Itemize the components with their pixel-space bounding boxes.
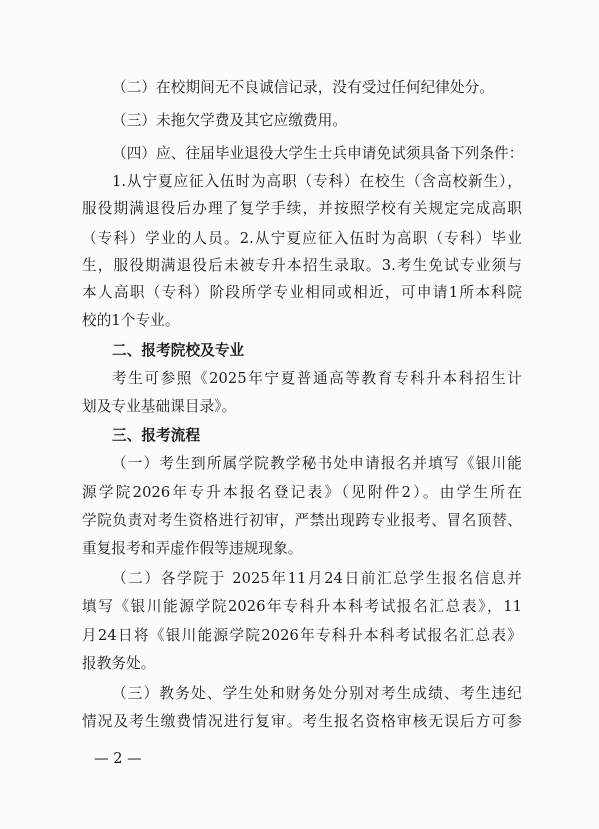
paragraph-line: 划及专业基础课目录》。 — [82, 398, 237, 415]
paragraph-line: 生，服役期满退役后未被专升本招生录取。3.考生免试专业须与 — [82, 257, 522, 274]
paragraph-line: （三）教务处、学生处和财务处分别对考生成绩、考生违纪 — [112, 685, 522, 702]
paragraph-line: 源学院2026年专升本报名登记表》（见附件2）。由学生所在 — [82, 484, 522, 501]
paragraph-line: 月24日将《银川能源学院2026年专科升本科考试报名汇总表》 — [82, 627, 522, 644]
paragraph-line: （三）未拖欠学费及其它应缴费用。 — [112, 112, 348, 129]
paragraph-line: 校的1个专业。 — [82, 312, 180, 329]
paragraph-line: （四）应、往届毕业退役大学生士兵申请免试须具备下列条件： — [112, 145, 524, 162]
paragraph-line: 重复报考和弄虚作假等违规现象。 — [82, 540, 303, 557]
paragraph-line: （二）各学院于 2025年11月24日前汇总学生报名信息并 — [112, 570, 522, 587]
page-number: — 2 — — [94, 750, 142, 767]
paragraph-line: 学院负责对考生资格进行初审，严禁出现跨专业报考、冒名顶替、 — [82, 512, 522, 529]
paragraph-line: 情况及考生缴费情况进行复审。考生报名资格审核无误后方可参 — [82, 713, 522, 730]
paragraph-line: 服役期满退役后办理了复学手续，并按照学校有关规定完成高职 — [82, 200, 522, 217]
paragraph-line: 填写《银川能源学院2026年专科升本科考试报名汇总表》，11 — [82, 598, 522, 615]
paragraph-line: （一）考生到所属学院教学秘书处申请报名并填写《银川能 — [112, 455, 522, 472]
paragraph-line: （二）在校期间无不良诚信记录，没有受过任何纪律处分。 — [112, 79, 495, 96]
paragraph-line: 1.从宁夏应征入伍时为高职（专科）在校生（含高校新生）， — [112, 173, 522, 190]
section-heading: 三、报考流程 — [112, 427, 201, 444]
paragraph-line: 考生可参照《2025年宁夏普通高等教育专科升本科招生计 — [112, 370, 522, 387]
paragraph-line: 报教务处。 — [82, 655, 156, 672]
paragraph-line: 本人高职（专科）阶段所学专业相同或相近，可申请1所本科院 — [82, 284, 522, 301]
paragraph-line: （专科）学业的人员。2.从宁夏应征入伍时为高职（专科）毕业 — [82, 230, 522, 247]
section-heading: 二、报考院校及专业 — [112, 342, 245, 359]
